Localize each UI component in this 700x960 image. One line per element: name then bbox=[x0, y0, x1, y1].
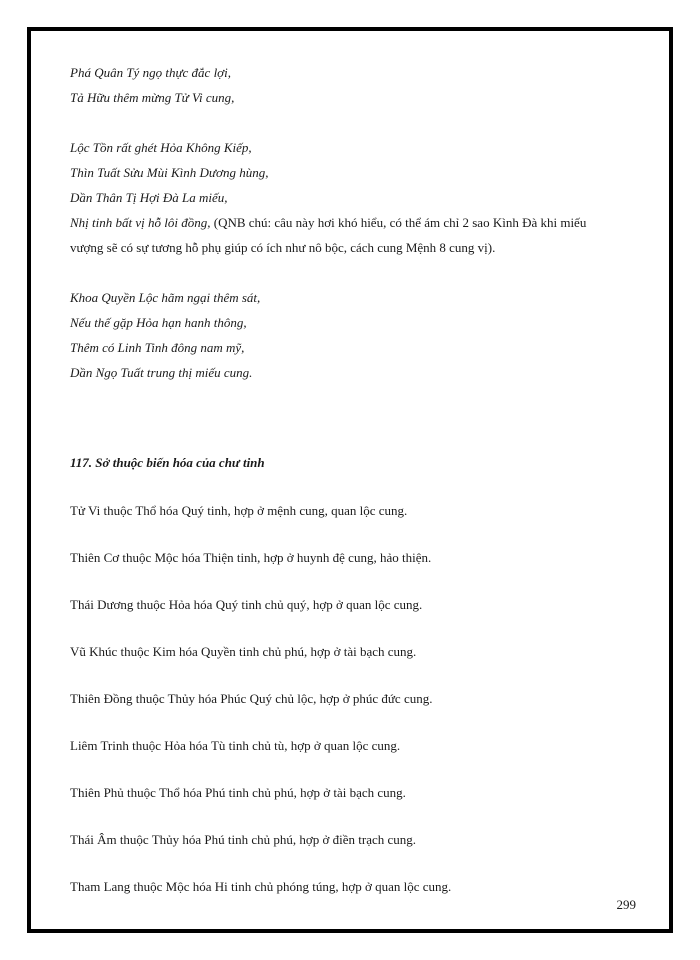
verse-with-note bbox=[70, 210, 642, 235]
verse-line: Nhị tinh bất vị hỗ lôi đồng, bbox=[70, 215, 211, 230]
list-item: Thiên Cơ thuộc Mộc hóa Thiện tinh, hợp ở huynh đệ cung, hảo thiện. bbox=[70, 550, 432, 565]
translator-note: (QNB chú: câu này hơi khó hiểu, có thể ám chỉ 2 sao Kình Đà khi miếu bbox=[210, 215, 587, 230]
verse-stanza-3 bbox=[70, 285, 642, 385]
verse-line: Dần Ngọ Tuất trung thị miếu cung. bbox=[70, 365, 253, 380]
list-item: Thiên Đồng thuộc Thủy hóa Phúc Quý chủ lộc, hợp ở phúc đức cung. bbox=[70, 691, 433, 706]
verse-stanza-2 bbox=[70, 135, 642, 260]
verse-stanza-1 bbox=[70, 60, 642, 110]
page-number: 299 bbox=[616, 897, 636, 912]
verse-line: Phá Quân Tý ngọ thực đắc lợi, bbox=[70, 65, 231, 80]
verse-line: Thìn Tuất Sửu Mùi Kình Dương hùng, bbox=[70, 165, 269, 180]
list-item: Tham Lang thuộc Mộc hóa Hi tinh chủ phóng túng, hợp ở quan lộc cung. bbox=[70, 879, 452, 894]
verse-line: Lộc Tồn rất ghét Hỏa Không Kiếp, bbox=[70, 140, 252, 155]
verse-line: Nếu thế gặp Hỏa hạn hanh thông, bbox=[70, 315, 247, 330]
page-content bbox=[70, 60, 642, 921]
section-heading: 117. Sở thuộc biến hóa của chư tinh bbox=[70, 455, 265, 470]
verse-line: Dần Thân Tị Hợi Đà La miếu, bbox=[70, 190, 228, 205]
list-item: Thiên Phủ thuộc Thổ hóa Phú tinh chủ phú, hợp ở tài bạch cung. bbox=[70, 785, 406, 800]
verse-line: Tả Hữu thêm mừng Tử Vi cung, bbox=[70, 90, 235, 105]
verse-line: Khoa Quyền Lộc hãm ngại thêm sát, bbox=[70, 290, 261, 305]
list-item: Liêm Trinh thuộc Hỏa hóa Tù tinh chủ tù, hợp ở quan lộc cung. bbox=[70, 738, 401, 753]
list-item: Vũ Khúc thuộc Kim hóa Quyền tinh chủ phú, hợp ở tài bạch cung. bbox=[70, 644, 417, 659]
verse-line: Thêm có Linh Tinh đông nam mỹ, bbox=[70, 340, 245, 355]
translator-note-continued: vượng sẽ có sự tương hỗ phụ giúp có ích như nô bộc, cách cung Mệnh 8 cung vị). bbox=[70, 240, 496, 255]
star-entries-list bbox=[70, 498, 642, 899]
list-item: Thái Dương thuộc Hỏa hóa Quý tinh chủ quý, hợp ở quan lộc cung. bbox=[70, 597, 423, 612]
list-item: Thái Âm thuộc Thủy hóa Phú tinh chủ phú, hợp ở điền trạch cung. bbox=[70, 832, 417, 847]
list-item: Tử Vi thuộc Thổ hóa Quý tinh, hợp ở mệnh cung, quan lộc cung. bbox=[70, 503, 408, 518]
page-frame bbox=[27, 27, 673, 933]
